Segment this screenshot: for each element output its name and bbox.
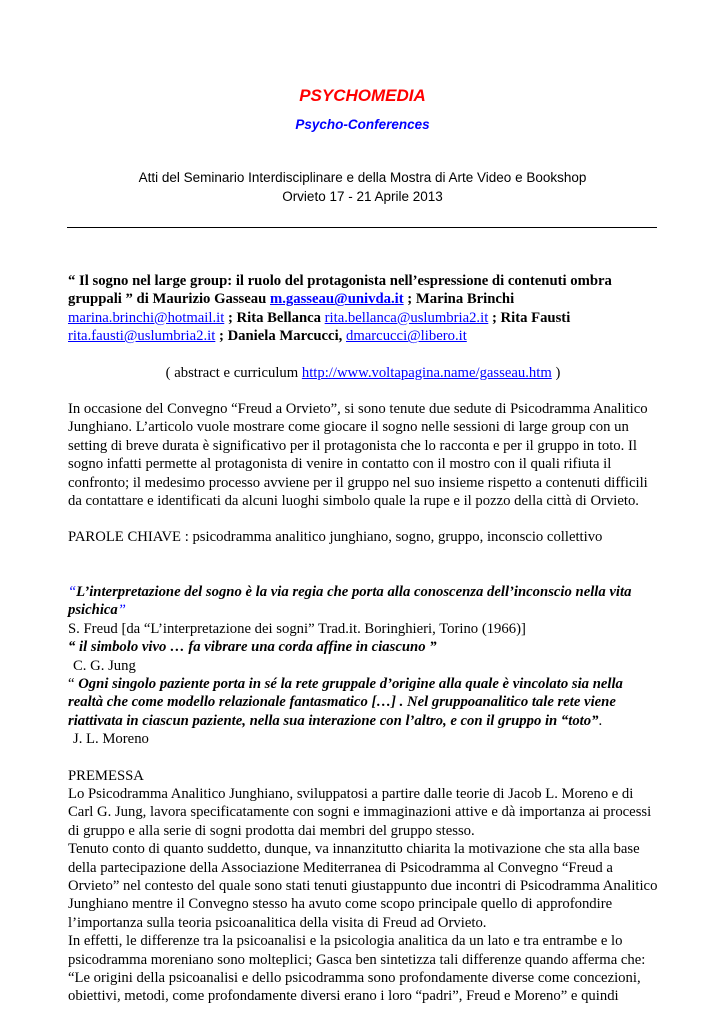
intro-paragraph: In occasione del Convegno “Freud a Orvieto”, si sono tenute due sedute di Psicodramma Analitico Junghiano. L’articolo vuole mostrare come giocare il sogno nelle sessioni di large group con un setting di breve durata è significativo per il protagonista che lo racconta e per il gruppo in toto. Il sogno infatti permette al protagonista di venire in contatto con il mostro con il quali rifiuta il confronto; il medesimo processo avviene per il gruppo nel suo insieme rispetto a contenuti difficili da contattare e identificati da alcuni luoghi simbolo quale la rupe e il pozzo della città di Orvieto. bbox=[68, 401, 648, 510]
document-body bbox=[68, 272, 658, 1006]
abstract-line bbox=[68, 364, 658, 382]
quote-moreno-author: J. L. Moreno bbox=[73, 731, 149, 748]
quote-moreno bbox=[68, 675, 658, 730]
brand-title: PSYCHOMEDIA bbox=[299, 86, 426, 105]
seminar-dates: Orvieto 17 - 21 Aprile 2013 bbox=[282, 189, 443, 204]
quote-moreno-open: “ bbox=[68, 675, 79, 692]
abstract-prefix: ( abstract e curriculum bbox=[165, 364, 302, 381]
brand-subtitle: Psycho-Conferences bbox=[295, 117, 430, 132]
quote-open-mark: “ bbox=[68, 583, 77, 600]
quote-close-mark: ” bbox=[117, 602, 126, 619]
title-sep: ; Rita Fausti bbox=[488, 309, 571, 326]
premessa-heading: PREMESSA bbox=[68, 767, 144, 784]
premessa-paragraph-1: Lo Psicodramma Analitico Junghiano, sviluppatosi a partire dalle teorie di Jacob L. Moreno e di Carl G. Jung, lavora specificatamente con sogni e immaginazioni attive e dà importanza ai processi di gruppo e alla serie di sogni prodotta dai membri del gruppo stesso. bbox=[68, 785, 652, 839]
quote-jung: “ il simbolo vivo … fa vibrare una corda affine in ciascuno ” bbox=[68, 639, 437, 656]
title-text: “ Il sogno nel large group: il ruolo del protagonista nell’espressione di contenuti ombra gruppali ” di Maurizio Gasseau bbox=[68, 273, 612, 308]
seminar-title: Atti del Seminario Interdisciplinare e della Mostra di Arte Video e Bookshop bbox=[138, 170, 587, 185]
quote-moreno-text: Ogni singolo paziente porta in sé la rete gruppale d’origine alla quale è vincolato sia nella realtà che come modello relazionale fantasmatico […] . Nel gruppoanalitico tale rete viene riattivata in ciascun paziente, nella sua interazione con l’altro, e con il gruppo in “toto” bbox=[68, 675, 623, 729]
premessa-paragraph-2: Tenuto conto di quanto suddetto, dunque, va innanzitutto chiarita la motivazione che sta alla base della partecipazione della Associazione Mediterranea di Psicodramma al Convegno “Freud a Orvieto” nel contesto del quale sono stati tenuti giustappunto due incontri di Psicodramma Analitico Junghiano mentre il Convegno stesso ha avuto come scopo principale quello di approfondire l’importanza sulla teoria psicoanalitica della visita di Freud ad Orvieto. bbox=[68, 841, 658, 931]
email-link-bellanca[interactable]: rita.bellanca@uslumbria2.it bbox=[324, 309, 489, 326]
quote-jung-author: C. G. Jung bbox=[73, 657, 136, 674]
title-sep: ; Marina Brinchi bbox=[403, 291, 515, 308]
quote-freud bbox=[68, 583, 658, 620]
title-sep: ; Rita Bellanca bbox=[224, 309, 325, 326]
email-link-brinchi[interactable]: marina.brinchi@hotmail.it bbox=[68, 309, 225, 326]
email-link-marcucci[interactable]: dmarcucci@libero.it bbox=[346, 328, 467, 345]
quote-moreno-end: . bbox=[598, 712, 603, 729]
email-link-fausti[interactable]: rita.fausti@uslumbria2.it bbox=[68, 328, 216, 345]
email-link-gasseau[interactable]: m.gasseau@univda.it bbox=[269, 291, 404, 308]
divider bbox=[67, 227, 657, 228]
quote-freud-text: L’interpretazione del sogno è la via regia che porta alla conoscenza dell’inconscio nella vita psichica bbox=[68, 583, 632, 619]
seminar-header bbox=[0, 168, 725, 206]
title-sep: ; Daniela Marcucci, bbox=[215, 328, 346, 345]
article-title bbox=[68, 272, 658, 346]
premessa-paragraph-3: In effetti, le differenze tra la psicoanalisi e la psicologia analitica da un lato e tra entrambe e lo psicodramma moreniano sono molteplici; Gasca ben sintetizza tali differenze quando afferma che: “Le origini della psicoanalisi e dello psicodramma sono profondamente diverse come concezioni, obiettivi, metodi, come profondamente diversi erano i loro “padri”, Freud e Moreno” e quindi bbox=[68, 933, 646, 1005]
abstract-link[interactable]: http://www.voltapagina.name/gasseau.htm bbox=[301, 364, 552, 381]
keywords-line: PAROLE CHIAVE : psicodramma analitico junghiano, sogno, gruppo, inconscio collettivo bbox=[68, 529, 603, 546]
quote-freud-author: S. Freud [da “L’interpretazione dei sogni” Trad.it. Boringhieri, Torino (1966)] bbox=[68, 620, 526, 637]
abstract-suffix: ) bbox=[551, 364, 561, 381]
